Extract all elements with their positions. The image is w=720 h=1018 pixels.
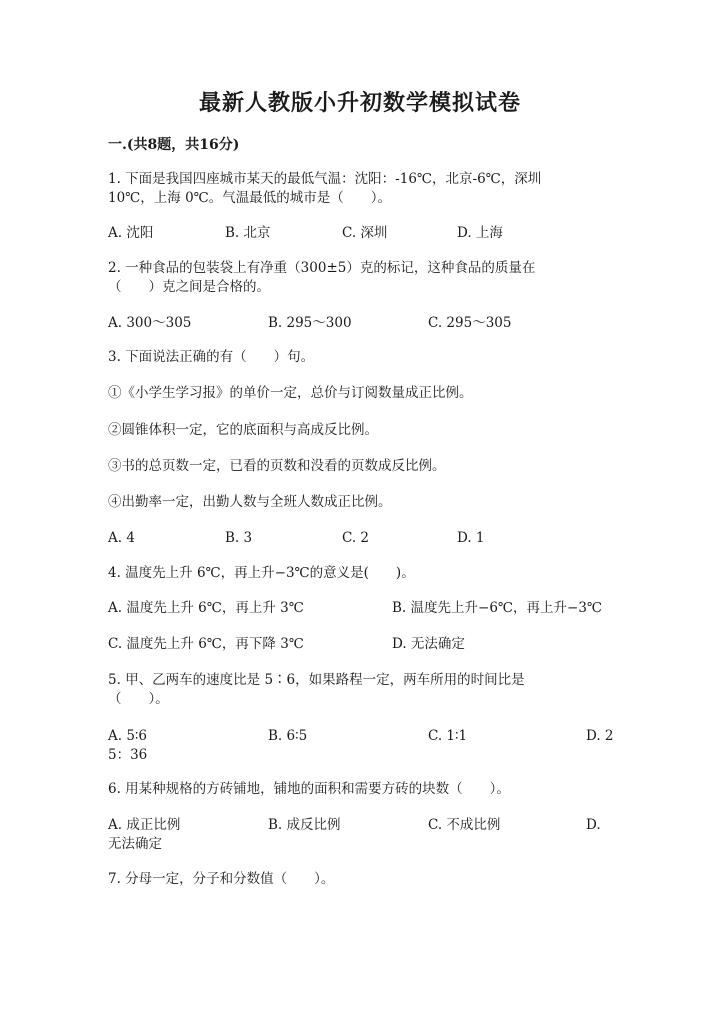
q5-option-c: C. 1∶1 xyxy=(428,728,468,744)
q6-option-c: C. 不成比例 xyxy=(428,817,501,833)
q1-option-b: B. 北京 xyxy=(225,225,271,241)
q5-option-b: B. 6∶5 xyxy=(268,728,308,744)
q4-option-c: C. 温度先上升 6℃，再下降 3℃ xyxy=(108,636,304,652)
page-title: 最新人教版小升初数学模拟试卷 xyxy=(198,90,521,116)
q3-stem: 3. 下面说法正确的有（ ）句。 xyxy=(108,349,315,365)
section-heading: 一.(共8题，共16分) xyxy=(108,137,240,153)
q6-option-a: A. 成正比例 xyxy=(108,817,181,833)
q5-option-d-continuation: 5：36 xyxy=(108,747,148,763)
q2-option-a: A. 300～305 xyxy=(108,315,192,331)
q4-option-b: B. 温度先上升−6℃，再上升−3℃ xyxy=(392,600,603,616)
q3-option-a: A. 4 xyxy=(108,530,135,546)
q1-stem-line-2: 10℃，上海 0℃。气温最低的城市是（ ）。 xyxy=(108,190,392,206)
q5-option-d: D. 2 xyxy=(586,728,614,744)
q2-stem-line-1: 2. 一种食品的包装袋上有净重（300±5）克的标记，这种食品的质量在 xyxy=(108,260,536,276)
q5-stem-line-1: 5. 甲、乙两车的速度比是 5∶6，如果路程一定，两车所用的时间比是 xyxy=(108,672,525,688)
q4-option-d: D. 无法确定 xyxy=(392,636,465,652)
q3-statement-3: ③书的总页数一定，已看的页数和没看的页数成反比例。 xyxy=(108,458,446,474)
q6-option-b: B. 成反比例 xyxy=(268,817,341,833)
q1-option-d: D. 上海 xyxy=(457,225,503,241)
q7-stem: 7. 分母一定，分子和分数值（ ）。 xyxy=(108,871,335,887)
q1-option-a: A. 沈阳 xyxy=(108,225,154,241)
q2-stem-line-2: （ ）克之间是合格的。 xyxy=(108,279,270,295)
q3-option-b: B. 3 xyxy=(225,530,253,546)
q3-option-c: C. 2 xyxy=(342,530,370,546)
q3-statement-4: ④出勤率一定，出勤人数与全班人数成正比例。 xyxy=(108,494,392,510)
q4-option-a: A. 温度先上升 6℃，再上升 3℃ xyxy=(108,600,304,616)
q3-statement-2: ②圆锥体积一定，它的底面积与高成反比例。 xyxy=(108,422,378,438)
q5-option-a: A. 5∶6 xyxy=(108,728,148,744)
q3-statement-1: ①《小学生学习报》的单价一定，总价与订阅数量成正比例。 xyxy=(108,385,473,401)
q3-option-d: D. 1 xyxy=(457,530,485,546)
q1-option-c: C. 深圳 xyxy=(342,225,388,241)
q4-stem: 4. 温度先上升 6℃，再上升−3℃的意义是( )。 xyxy=(108,565,415,581)
q6-option-d: D. xyxy=(586,817,601,833)
q5-stem-line-2: （ ）。 xyxy=(108,691,169,707)
q2-option-b: B. 295～300 xyxy=(268,315,352,331)
q1-stem-line-1: 1. 下面是我国四座城市某天的最低气温：沈阳：-16℃，北京-6℃，深圳 xyxy=(108,171,542,187)
q2-option-c: C. 295～305 xyxy=(428,315,512,331)
q6-option-d-continuation: 无法确定 xyxy=(108,836,162,852)
q6-stem: 6. 用某种规格的方砖铺地，铺地的面积和需要方砖的块数（ ）。 xyxy=(108,781,510,797)
